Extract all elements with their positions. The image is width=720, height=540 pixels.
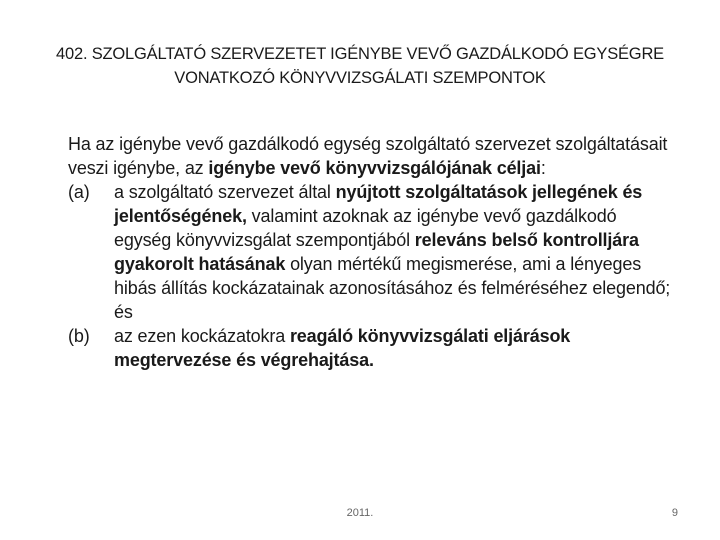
slide-body bbox=[68, 132, 678, 372]
item-a-emphasis-2: releváns belső kontrolljára gyakorolt hatásának bbox=[114, 230, 639, 274]
list-item-label-a: (a) bbox=[68, 182, 90, 202]
list-item-a bbox=[68, 180, 678, 324]
page-number: 9 bbox=[671, 507, 678, 519]
footer-year: 2011. bbox=[346, 507, 374, 519]
intro-text: Ha az igénybe vevő gazdálkodó egység szolgáltató szervezet szolgáltatásait veszi igénybe, az bbox=[68, 134, 668, 178]
slide-title bbox=[40, 42, 680, 90]
item-b-emphasis-1: reagáló könyvvizsgálati eljárások megtervezése és végrehajtása. bbox=[114, 326, 571, 370]
list-item-b bbox=[68, 324, 678, 372]
item-b-text-1: az ezen kockázatokra bbox=[114, 326, 290, 346]
item-a-emphasis-1: nyújtott szolgáltatások jellegének és jelentőségének, bbox=[114, 182, 643, 226]
item-a-text-2: valamint azoknak az igénybe vevő gazdálkodó egység könyvvizsgálat szempontjából bbox=[114, 206, 617, 250]
item-a-text-3: olyan mértékű megismerése, ami a lényeges hibás állítás kockázatainak azonosításához és felméréséhez elegendő; és bbox=[114, 254, 671, 322]
item-a-text-1: a szolgáltató szervezet által bbox=[114, 182, 336, 202]
intro-emphasis: igénybe vevő könyvvizsgálójának céljai bbox=[208, 158, 541, 178]
intro-paragraph bbox=[68, 132, 678, 180]
intro-colon: : bbox=[540, 158, 546, 178]
slide-title-line-1: 402. SZOLGÁLTATÓ SZERVEZETET IGÉNYBE VEVŐ GAZDÁLKODÓ EGYSÉGRE bbox=[56, 45, 664, 63]
list-item-label-b: (b) bbox=[68, 326, 90, 346]
slide-title-line-2: VONATKOZÓ KÖNYVVIZSGÁLATI SZEMPONTOK bbox=[174, 69, 546, 87]
